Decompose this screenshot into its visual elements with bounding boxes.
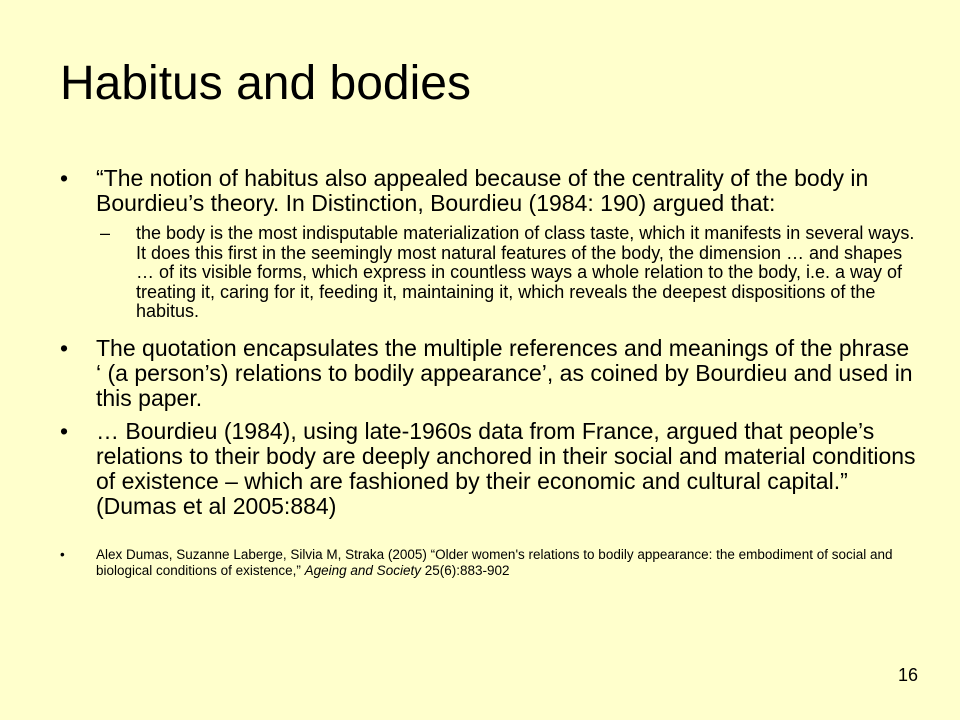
- citation-journal: Ageing and Society: [304, 562, 421, 578]
- bullet-text: “The notion of habitus also appealed because of the centrality of the body in Bourdieu’s theory. In Distinction, Bourdieu (1984: 190) argued that:: [96, 165, 869, 216]
- page-number: 16: [897, 665, 918, 685]
- slide-content: [60, 166, 920, 579]
- bullet-marker: •: [60, 334, 69, 361]
- slide-title: Habitus and bodies: [60, 57, 471, 110]
- bullet-point-3: [60, 419, 920, 519]
- citation-authors: Alex Dumas, Suzanne Laberge, Silvia M, Straka (2005) “Older women's relations to bodily appearance: the embodiment of social and biological conditions of existence,”: [96, 546, 893, 578]
- bullet-point-1: [60, 166, 920, 216]
- bullet-marker: •: [60, 417, 69, 444]
- dash-marker: –: [100, 223, 111, 243]
- bullet-marker: •: [60, 165, 69, 191]
- sub-bullet-1: [60, 224, 920, 322]
- bullet-text: The quotation encapsulates the multiple references and meanings of the phrase ‘ (a person’s) relations to bodily appearance’, as coined by Bourdieu and used in this paper.: [96, 334, 913, 411]
- citation-details: 25(6):883-902: [420, 562, 510, 578]
- sub-bullet-text: the body is the most indisputable materialization of class taste, which it manifests in several ways. It does this first in the seemingly most natural features of the body, the dimension … and shapes … of its visible forms, which express in countless ways a whole relation to the body, i.e. a way of treating it, caring for it, feeding it, maintaining it, which reveals the deepest dispositions of the habitus.: [136, 223, 915, 321]
- bullet-marker: •: [60, 546, 65, 562]
- bullet-text: … Bourdieu (1984), using late-1960s data from France, argued that people’s relations to their body are deeply anchored in their social and material conditions of existence – which are fashioned by their economic and cultural capital.” (Dumas et al 2005:884): [96, 417, 916, 519]
- citation-bullet: [60, 547, 920, 579]
- bullet-point-2: [60, 336, 920, 411]
